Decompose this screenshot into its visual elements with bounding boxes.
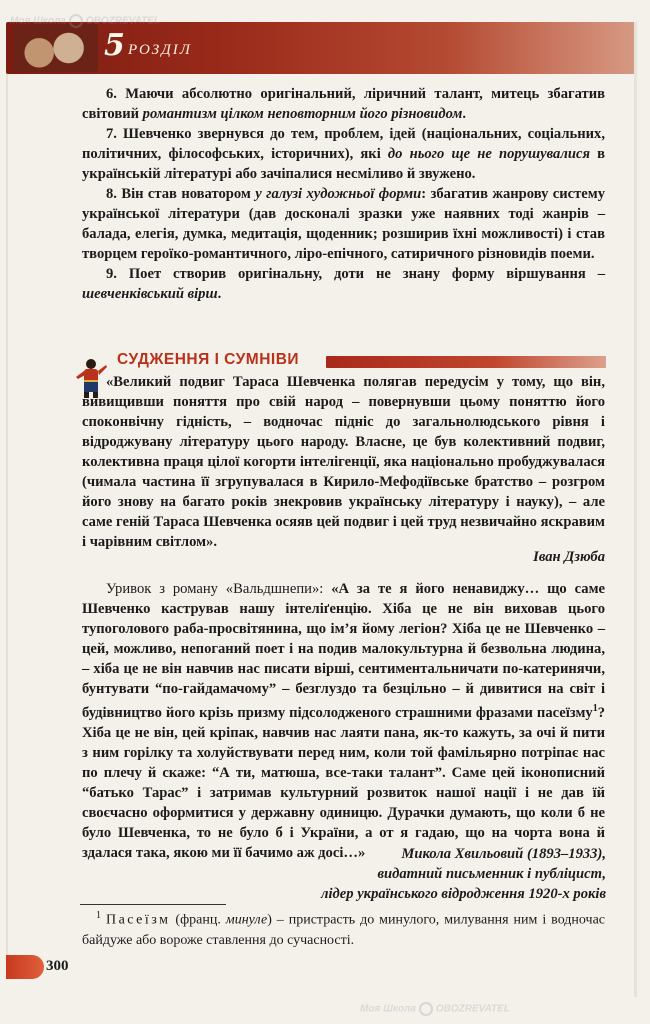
list-item <box>82 184 605 264</box>
watermark <box>360 1002 510 1016</box>
footnote-paren-b: ) – пристрасть до минулого, милування ним і водночас байдуже або вороже ставлення до сучасності. <box>82 912 606 948</box>
section-title: СУДЖЕННЯ І СУМНІВИ <box>117 351 300 368</box>
page-number: 300 <box>46 958 69 974</box>
section-title-bar <box>326 356 606 368</box>
excerpt-author-line <box>186 844 606 864</box>
footnote-mark: 1 <box>96 910 101 921</box>
quote-text: «Великий подвиг Тараса Шевченка полягав передусім у тому, що він, вивищивши поняття про свій народ – повернувши цьому поняттю його споконвічну гідність, – водночас підніс до загальнолюдського рівня і відроджувану літературу цього народу. Власне, це був колективний подвиг, колективна праця цілої когорти інтелігенції, яка національно пробуджувалася (чимала частина її згрупувалася в Кирило-Мефодіївське братство – розгром його знову на багато років знекровив українську літературу і науку), – але саме геній Тараса Шевченка осяяв цей подвиг і цей труд незвичайно яскравим і чарівним світлом». <box>82 374 605 550</box>
list-item-emphasis: до нього ще не порушувалися <box>387 146 590 162</box>
list-item-text-end: . <box>462 106 467 122</box>
watermark-logo-icon <box>419 1002 433 1016</box>
footnote-reference[interactable]: 1 <box>592 703 598 714</box>
list-item-text: 8. Він став новатором <box>106 186 256 202</box>
right-margin-rule <box>634 22 637 997</box>
footnote-paren-a: (франц. <box>170 912 226 928</box>
list-item-emphasis: шевченківський вірш <box>82 286 218 302</box>
footnote <box>82 906 605 951</box>
list-item-text-end: : збагатив жанрову систему української літератури (дав досконалі зразки уже наявних тоді жанрів – балада, елегія, думка, медитація, щоденник; розширив їхні можливості) і став творцем героїко-романтичного, ліро-епічного, сатиричного різновидів поеми. <box>82 186 606 262</box>
list-item-emphasis: у галузі художньої форми <box>255 186 422 202</box>
footnote-divider <box>80 904 226 905</box>
list-item <box>82 124 605 184</box>
header-illustration <box>14 24 98 72</box>
novel-excerpt <box>82 579 605 863</box>
innovation-list <box>82 84 605 304</box>
excerpt-author-role-2: лідер українського відродження 1920-х років <box>320 886 606 902</box>
list-item-text: 6. Маючи абсолютно оригінальний, ліричний талант, митець збагатив світовий <box>82 86 605 122</box>
list-item-text-end: в українській літературі або зачіпалися несміливо й звужено. <box>82 146 605 182</box>
list-item-text-end: . <box>217 286 222 302</box>
excerpt-author-role-1: видатний письменник і публіцист, <box>377 866 606 882</box>
watermark-brand: OBOZREVATEL <box>85 15 160 27</box>
watermark-school: Моя Школа <box>360 1003 416 1015</box>
quote-author: Іван Дзюба <box>533 549 605 565</box>
excerpt-author-years: (1893–1933), <box>523 846 606 862</box>
list-item <box>82 84 605 124</box>
left-margin-rule <box>6 74 8 964</box>
watermark-school: Моя Школа <box>10 15 66 27</box>
excerpt-author-block <box>186 844 606 904</box>
footnote-paren-italic: минуле <box>225 912 268 928</box>
footnote-term: Пасеїзм <box>105 912 171 928</box>
excerpt-author-name: Микола Хвильовий <box>401 846 524 862</box>
list-item-text: 9. Поет створив оригінальну, доти не знану форму віршування – <box>106 266 605 282</box>
chapter-number: 5 <box>104 28 125 63</box>
page-number-tab <box>6 955 44 979</box>
list-item-text: 7. Шевченко звернувся до тем, проблем, ідей (національних, соціальних, політичних, філософських, історичних), які <box>82 126 605 162</box>
excerpt-text-a: «А за те я його ненавиджу… що саме Шевченко кастрував нашу інтеліґенцію. Хіба це не він виховав цього тупоголового раба-просвітянина, що ім’я йому легіон? Хіба це не Шевченко – цей, можливо, непоганий поет і на подив малокультурна й безвольна людина, – хіба це не він навчив нас писати вірші, сентиментальничати по-катеринячи, бунтувати “по-гайдамачому” – безглуздо та безцільно – й дивитися на світ і будівництво його крізь призму підсолодженого страшними фразами пасеїзму <box>82 581 605 721</box>
excerpt-intro: Уривок з роману «Вальдшнепи»: <box>106 581 332 597</box>
chapter-header-band <box>6 22 636 74</box>
chapter-label: РОЗДІЛ <box>128 42 192 58</box>
list-item-emphasis: романтизм цілком неповторним його різновидом <box>142 106 463 122</box>
watermark-brand: OBOZREVATEL <box>435 1003 510 1015</box>
list-item <box>82 264 605 304</box>
excerpt-paragraph <box>82 579 605 863</box>
dziuba-quote <box>82 372 605 552</box>
excerpt-text-b: ? Хіба це не він, цей кріпак, навчив нас лаяти пана, як-то кажуть, за очі й пити з ним горілку та холуйствувати перед ним, коли той фамільярно потріпає нас по плечу й скаже: “А ти, матюша, все-таки талант”. Саме цей іконописний “батько Тарас” і затримав культурний розвиток нашої нації і не дав їй своєчасно оформитися у державну одиницю. Дурачки думають, що коли б не було Шевченка, то не було б і України, а от я гадаю, що на чорта вона й здалася така, якою ми її бачимо аж досі…» <box>82 704 605 861</box>
